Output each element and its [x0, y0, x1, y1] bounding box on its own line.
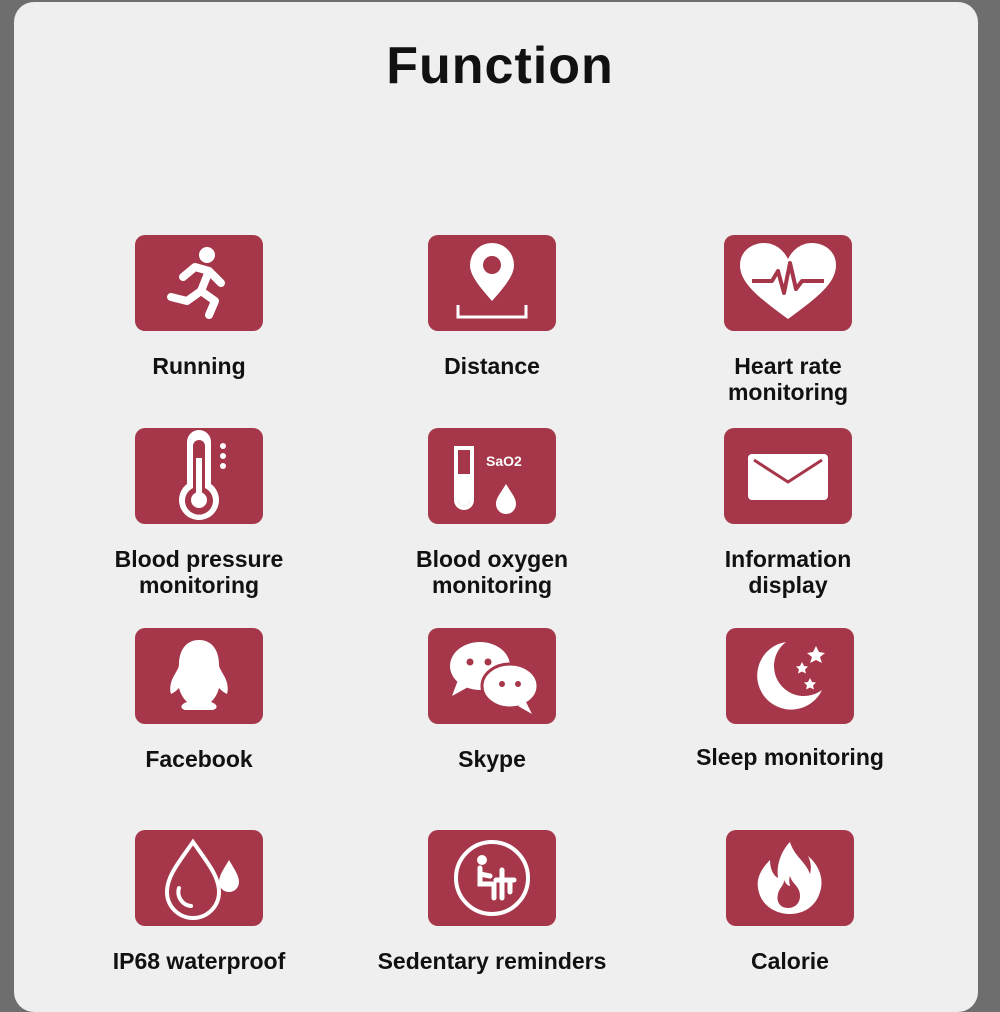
location-pin-icon — [428, 235, 556, 331]
feature-label: Running — [152, 353, 246, 379]
feature-label: Sleep monitoring — [696, 744, 884, 770]
feature-label: Sedentary reminders — [377, 948, 607, 974]
test-tube-icon — [428, 428, 556, 524]
heart-rate-icon — [724, 235, 852, 331]
chat-bubbles-icon — [428, 628, 556, 724]
water-drop-icon — [135, 830, 263, 926]
sitting-person-icon — [428, 830, 556, 926]
feature-label: Blood oxygen — [415, 546, 569, 572]
thermometer-icon — [135, 428, 263, 524]
penguin-icon — [135, 628, 263, 724]
flame-icon — [726, 830, 854, 926]
feature-label: Skype — [458, 746, 526, 772]
feature-label-line2: monitoring — [431, 572, 553, 598]
page-title: Function — [386, 37, 614, 95]
moon-stars-icon — [726, 628, 854, 724]
feature-label: Calorie — [751, 948, 829, 974]
feature-label: Information — [724, 546, 852, 572]
sao2-text: SaO2 — [486, 453, 522, 469]
feature-label-line2: monitoring — [727, 379, 849, 405]
feature-label: Blood pressure — [114, 546, 284, 572]
feature-label-line2: display — [748, 572, 828, 598]
feature-label: IP68 waterproof — [112, 948, 286, 974]
feature-label: Facebook — [145, 746, 253, 772]
feature-label-line2: monitoring — [138, 572, 260, 598]
running-person-icon — [135, 235, 263, 331]
feature-label: Heart rate — [734, 353, 842, 379]
envelope-icon — [724, 428, 852, 524]
feature-label: Distance — [444, 353, 540, 379]
